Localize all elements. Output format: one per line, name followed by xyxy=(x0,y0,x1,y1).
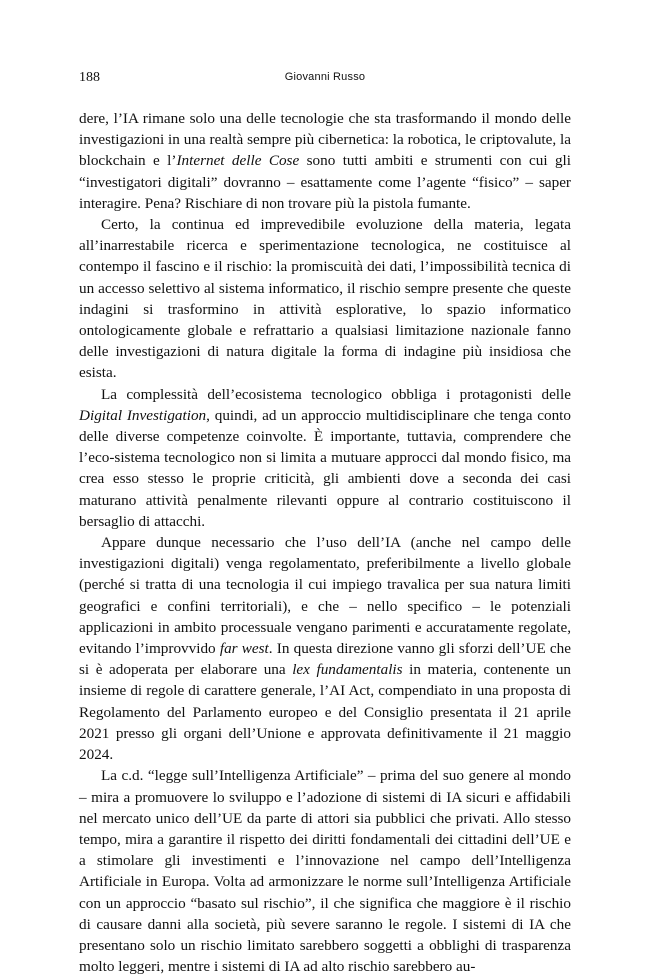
paragraph xyxy=(79,765,571,977)
body-text xyxy=(79,108,571,977)
text-segment: Appare dunque necessario che l’uso dell’IA (anche nel campo delle investigazioni digitali) venga regolamentato, preferibilmente a livello globale (perché si tratta di una tecnologia il cui impiego travalica per sua natura limiti geografici e confini territoriali), e che – nello specifico – le potenziali applicazioni in ambito processuale vengano parimenti e accuratamente regolate, evitando l’improvvido xyxy=(79,534,571,658)
running-head-author: Giovanni Russo xyxy=(284,71,366,83)
italic-term: lex fundamentalis xyxy=(292,661,403,679)
paragraph xyxy=(79,214,571,384)
text-segment: , quindi, ad un approccio multidisciplinare che tenga conto delle diverse competenze coinvolte. È importante, tuttavia, comprendere che l’eco-sistema tecnologico non si limita a mutuare approcci dal mondo fisico, ma crea esso stesso le proprie criticità, gli ambienti dove a seconda dei casi maturano attività penalmente rilevanti oppure al contrario costituiscono il bersaglio di attacchi. xyxy=(79,406,571,530)
text-segment: in materia, contenente un insieme di regole di carattere generale, l’AI Act, compendiato in una proposta di Regolamento del Parlamento europeo e del Consiglio presentata il 21 aprile 2021 presso gli organi dell’Unione e approvata definitivamente il 21 maggio 2024. xyxy=(79,661,572,764)
page-header xyxy=(79,70,571,88)
book-page xyxy=(79,70,571,977)
text-segment: La c.d. “legge sull’Intelligenza Artificiale” – prima del suo genere al mondo – mira a promuovere lo sviluppo e l’adozione di sistemi di IA sicuri e affidabili nel mercato unico dell’UE da parte di attori sia pubblici che privati. Allo stesso tempo, mira a garantire il rispetto dei diritti fondamentali dei cittadini dell’UE e a stimolare gli investimenti e l’innovazione nel campo dell’Intelligenza Artificiale in Europa. Volta ad armonizzare le norme sull’Intelligenza Artificiale con un approccio “basato sul rischio”, il che significa che maggiore è il rischio di causare danni alla società, più severe saranno le regole. I sistemi di IA che presentano solo un rischio limitato sarebbero soggetti a obblighi di trasparenza molto leggeri, mentre i sistemi di IA ad alto rischio sarebbero au- xyxy=(79,767,571,976)
text-segment: dere, l’IA rimane solo una delle tecnologie che sta trasformando il mondo delle investigazioni in una realtà sempre più cibernetica: la robotica, le criptovalute, la blockchain e l’ xyxy=(79,110,571,170)
paragraph xyxy=(79,532,571,765)
page-number: 188 xyxy=(79,70,100,85)
text-segment: Certo, la continua ed imprevedibile evoluzione della materia, legata all’inarrestabile ricerca e sperimentazione tecnologica, ne costituisce al contempo il fascino e il rischio: la promiscuità dei dati, l’impossibilità tecnica di un accesso selettivo al sistema informatico, il rischio sempre presente che queste indagini si trasformino in attività esplorative, lo spazio informatico ontologicamente globale e refrattario a qualsiasi limitazione nazionale fanno delle investigazioni di natura digitale la forma di indagine più insidiosa che esista. xyxy=(79,216,571,382)
paragraph xyxy=(79,384,571,532)
italic-term: Internet delle Cose xyxy=(176,152,300,170)
italic-term: far west xyxy=(219,640,269,658)
text-segment: . In questa direzione vanno gli sforzi dell’UE che si è adoperata per elaborare una xyxy=(79,640,571,679)
paragraph xyxy=(79,108,571,214)
text-segment: La complessità dell’ecosistema tecnologico obbliga i protagonisti delle xyxy=(101,385,571,403)
italic-term: Digital Investigation xyxy=(79,406,207,424)
text-segment: sono tutti ambiti e strumenti con cui gli “investigatori digitali” dovranno – esattamente come l’agente “fisico” – saper interagire. Pena? Rischiare di non trovare più la pistola fumante. xyxy=(79,152,571,212)
